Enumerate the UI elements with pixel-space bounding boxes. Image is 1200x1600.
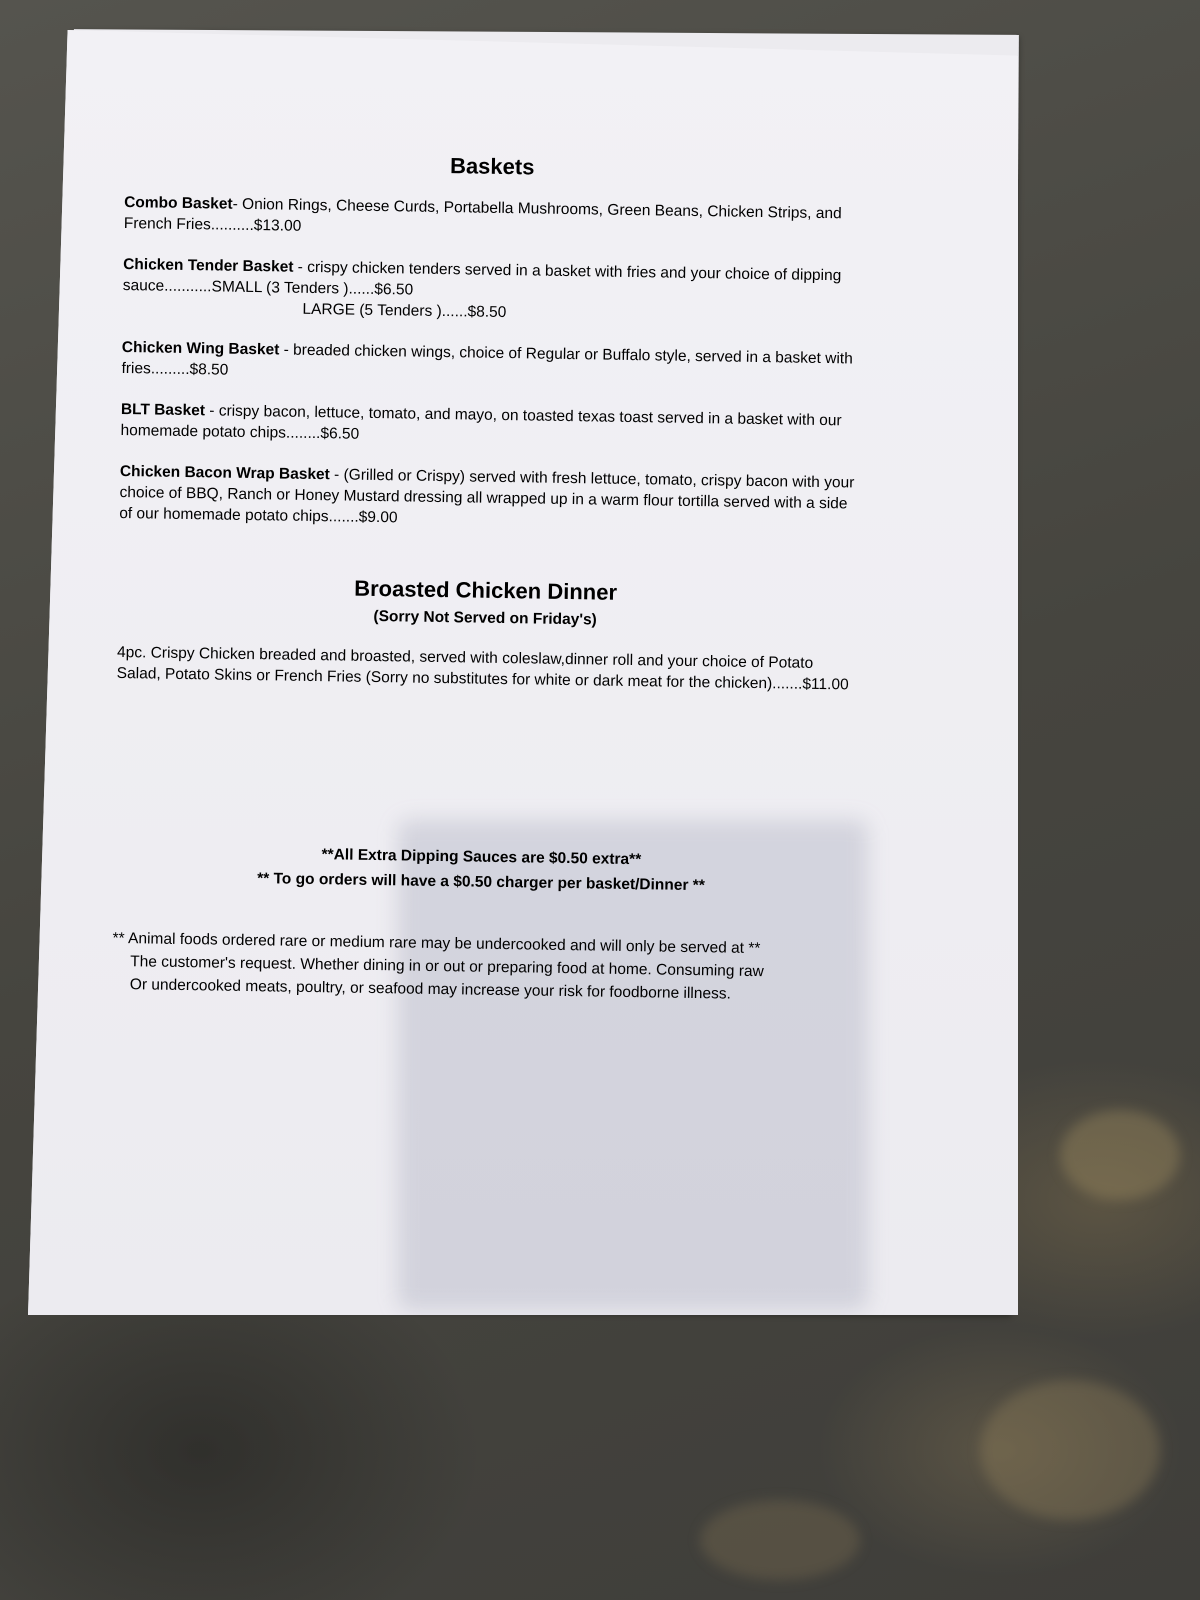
menu-item-chicken-wing-basket — [121, 337, 857, 391]
dinner-title: Broasted Chicken Dinner — [353, 575, 618, 605]
table-stain — [1060, 1110, 1180, 1200]
item-description: - breaded chicken wings, choice of Regular or Buffalo style, served in a basket with fries.........$8.50 — [121, 341, 853, 379]
item-description: - Onion Rings, Cheese Curds, Portabella Mushrooms, Green Beans, Chicken Strips, and French Fries..........$13.00 — [123, 195, 842, 235]
item-description: - crispy chicken tenders served in a basket with fries and your choice of dipping sauce...........SMALL (3 Tenders )......$6.50 — [122, 258, 842, 299]
extra-notes — [113, 839, 849, 901]
menu-item-chicken-tender-basket — [122, 254, 858, 329]
disclaimer-line: Or undercooked meats, poultry, or seafood may increase your risk for foodborne illness. — [129, 976, 731, 1003]
item-name: Chicken Tender Basket — [123, 255, 294, 276]
menu-item-broasted-chicken-dinner: 4pc. Crispy Chicken breaded and broasted, served with coleslaw,dinner roll and your choice of Potato Salad, Potato Skins or French Fries (Sorry no substitutes for white or dark meat for the chicken).......$11.00 — [116, 643, 849, 694]
disclaimer-line: ** Animal foods ordered rare or medium rare may be undercooked and will only be served at ** — [112, 929, 761, 958]
menu-content — [112, 148, 860, 1007]
item-name: Chicken Bacon Wrap Basket — [119, 462, 330, 484]
baskets-title: Baskets — [449, 153, 535, 180]
table-stain — [980, 1380, 1160, 1520]
disclaimer-line: The customer's request. Whether dining in or out or preparing food at home. Consuming raw — [130, 953, 764, 981]
item-large-option: LARGE (5 Tenders )......$8.50 — [302, 300, 507, 322]
item-description: - crispy bacon, lettuce, tomato, and mayo, on toasted texas toast served in a basket with our homemade potato chips........$6.50 — [120, 402, 842, 443]
togo-note: ** To go orders will have a $0.50 charger per basket/Dinner ** — [257, 870, 705, 895]
food-safety-disclaimer — [112, 927, 848, 1008]
item-description: - (Grilled or Crispy) served with fresh lettuce, tomato, crispy bacon with your choice of BBQ, Ranch or Honey Mustard dressing all wrapped up in a warm flour tortilla served with a side of our homemade potato chips.......$9.00 — [119, 466, 855, 527]
sauces-note: **All Extra Dipping Sauces are $0.50 extra** — [321, 846, 642, 869]
item-name: Chicken Wing Basket — [121, 338, 280, 359]
dinner-note: (Sorry Not Served on Friday's) — [373, 607, 597, 629]
menu-item-chicken-bacon-wrap-basket — [119, 461, 855, 536]
menu-item-combo-basket — [124, 192, 860, 246]
item-name: BLT Basket — [120, 400, 206, 420]
menu-item-blt-basket — [120, 399, 856, 453]
table-stain — [700, 1500, 860, 1580]
item-name: Combo Basket — [124, 193, 233, 213]
